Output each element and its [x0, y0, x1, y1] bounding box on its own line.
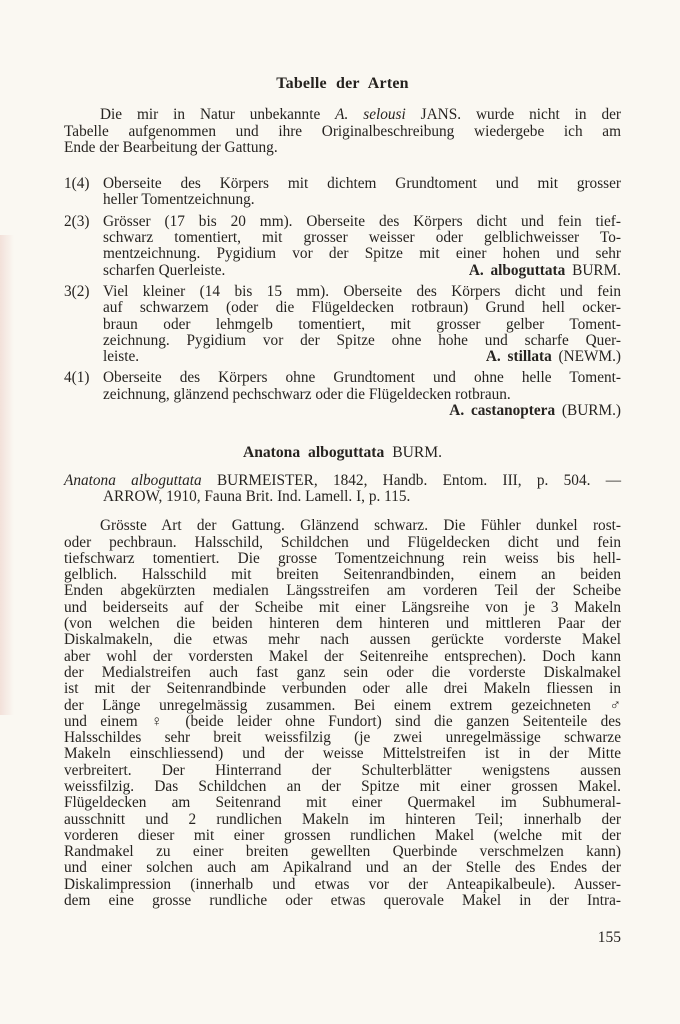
text-line [64, 107, 621, 123]
text-line [103, 192, 621, 208]
text-segment: ausschnitt und 2 rundlichen Makeln im hinteren Teil; innerhalb der [64, 810, 621, 828]
text-line [64, 893, 621, 909]
text-segment: heller Tomentzeichnung. [103, 191, 255, 209]
text-segment: Tabelle aufgenommen und ihre Originalbeschreibung wiedergebe ich am [64, 122, 621, 140]
text-segment: der Medialstreifen auch fast ganz sein oder die vorderste Diskalmakel [64, 663, 621, 681]
text-line [103, 300, 621, 316]
text-segment: ARROW, 1910, Fauna Brit. Ind. Lamell. I, p. 115. [103, 487, 411, 505]
text-segment: Makeln einschliessend) und der weisse Mittelstreifen ist in der Mitte [64, 745, 621, 763]
page-number: 155 [597, 929, 621, 947]
identification-key [64, 176, 621, 419]
text-segment: Flügeldecken am Seitenrand mit einer Quermakel im Subhumeral- [64, 794, 621, 812]
text-segment: JANS. wurde nicht in der [405, 106, 621, 124]
key-item-number: 3(2) [64, 282, 90, 300]
text-segment: Diskalmakeln, die etwas mehr nach aussen gerückte vorderste Makel [64, 631, 621, 649]
text-line [103, 317, 621, 333]
text-line [64, 860, 621, 876]
text-segment: Ende der Bearbeitung der Gattung. [64, 138, 278, 156]
text-line [103, 284, 621, 300]
text-segment: Halsschildes sehr breit weissfilzig (je zwei unregelmässige schwarze [64, 729, 621, 747]
text-segment: (NEWM.) [551, 348, 621, 366]
text-segment: verbreitert. Der Hinterrand der Schulterblätter wenigstens aussen [64, 761, 621, 779]
text-segment: leiste. [103, 348, 140, 366]
text-line [64, 473, 621, 489]
text-segment: tiefschwarz tomentiert. Die grosse Tomentzeichnung rein weiss bis hell- [64, 549, 621, 567]
intro-paragraph [64, 107, 621, 156]
text-line [64, 649, 621, 665]
key-item-number: 2(3) [64, 212, 90, 230]
text-segment: braun oder lehmgelb tomentiert, mit grosser gelber Toment- [103, 315, 621, 333]
text-line [103, 230, 621, 246]
text-line [64, 714, 621, 730]
key-item [64, 284, 621, 365]
key-item-lines [103, 370, 621, 419]
page-title: Tabelle der Arten [276, 75, 409, 92]
text-line [103, 214, 621, 230]
text-segment: scharfen Querleiste. [103, 261, 226, 279]
text-segment: Randmakel zu einer breiten gewellten Querbinde verschmelzen kann) [64, 843, 621, 861]
text-line [64, 681, 621, 697]
text-segment: (von welchen die beiden hinteren dem hinteren und mittleren Paar der [64, 615, 621, 633]
text-line [64, 812, 621, 828]
text-line [64, 730, 621, 746]
text-segment: zeichnung. Pygidium vor der Spitze ohne hohe und scharfe Quer- [103, 331, 621, 349]
text-segment: A. stillata [485, 348, 552, 366]
text-line [64, 795, 621, 811]
text-segment: BURM. [565, 261, 621, 279]
text-line [64, 124, 621, 140]
text-segment: aber wohl der vordersten Makel der Seitenreihe entsprechen). Doch kann [64, 647, 621, 665]
text-segment: und einer solchen auch am Apikalrand und an der Stelle des Endes der [64, 859, 621, 877]
text-line [64, 632, 621, 648]
key-item [64, 370, 621, 419]
text-line [64, 779, 621, 795]
text-line [103, 333, 621, 349]
text-line [64, 489, 621, 505]
text-segment: der Länge unregelmässig zusammen. Bei einem extrem gezeichneten ♂ [64, 696, 621, 714]
text-segment: Viel kleiner (14 bis 15 mm). Oberseite des Körpers dicht und fein [103, 282, 621, 300]
key-item [64, 176, 621, 209]
text-line [103, 370, 621, 386]
text-line [64, 567, 621, 583]
text-segment: Anatona alboguttata [64, 471, 202, 489]
text-segment: Oberseite des Körpers mit dichtem Grundtoment und mit grosser [103, 175, 621, 193]
text-segment: Grösser (17 bis 20 mm). Oberseite des Körpers dicht und fein tief- [103, 212, 621, 230]
text-segment: BURMEISTER, 1842, Handb. Entom. III, p. 504. — [201, 471, 621, 489]
text-segment: ist mit der Seitenrandbinde verbunden oder alle drei Makeln fliessen in [64, 680, 621, 698]
text-segment: A. selousi [335, 106, 406, 124]
text-segment: Oberseite des Körpers ohne Grundtoment und ohne helle Toment- [103, 369, 621, 387]
text-line [64, 877, 621, 893]
text-line [64, 535, 621, 551]
key-item-lines [103, 176, 621, 209]
text-segment: Grösste Art der Gattung. Glänzend schwarz. Die Fühler dunkel rost- [100, 517, 621, 535]
key-item-lines [103, 214, 621, 279]
text-segment: A. castanoptera [449, 402, 556, 420]
text-line [103, 246, 621, 262]
text-segment: mentzeichnung. Pygidium vor der Spitze mit einer hohen und sehr [103, 245, 621, 263]
text-line [64, 746, 621, 762]
text-segment: Anatona alboguttata [242, 444, 385, 462]
text-line [103, 176, 621, 192]
text-segment: Diskalimpression (innerhalb und etwas vor der Anteapikalbeule). Ausser- [64, 875, 621, 893]
text-line [64, 616, 621, 632]
reference-paragraph [64, 473, 621, 506]
key-item-number: 4(1) [64, 369, 90, 387]
text-line [64, 828, 621, 844]
text-line [64, 763, 621, 779]
key-item [64, 214, 621, 279]
species-heading [64, 445, 621, 461]
key-item-number: 1(4) [64, 175, 90, 193]
text-line [64, 551, 621, 567]
text-segment: weissfilzig. Das Schildchen an der Spitze mit einer grossen Makel. [64, 777, 621, 795]
text-segment: auf schwarzem (oder die Flügeldecken rotbraun) Grund hell ocker- [103, 299, 621, 317]
text-line [64, 583, 621, 599]
text-segment: oder pechbraun. Halsschild, Schildchen und Flügeldecken dicht und fein [64, 533, 621, 551]
description-paragraph [64, 518, 621, 909]
text-line [64, 665, 621, 681]
text-segment: schwarz tomentiert, mit grosser weisser oder gelblichweisser To- [103, 229, 621, 247]
text-segment: vorderen dieser mit einer grossen rundlichen Makel (welche mit der [64, 826, 621, 844]
text-segment: BURM. [384, 444, 443, 462]
text-segment: Enden abgekürzten medialen Längsstreifen am vorderen Teil der Scheibe [64, 582, 621, 600]
text-segment: (BURM.) [555, 402, 621, 420]
text-segment: und einem ♀ (beide leider ohne Fundort) sind die ganzen Seitenteile des [64, 712, 621, 730]
text-segment: Die mir in Natur unbekannte [100, 106, 336, 124]
text-segment: dem eine grosse rundliche oder etwas querovale Makel in der Intra- [64, 892, 621, 910]
text-segment: gelblich. Halsschild mit breiten Seitenrandbinden, einem an beiden [64, 566, 621, 584]
text-segment: und beiderseits auf der Scheibe mit einer Längsreihe von je 3 Makeln [64, 598, 621, 616]
text-segment: A. alboguttata [468, 261, 566, 279]
text-line [103, 263, 621, 279]
text-line [64, 698, 621, 714]
text-segment: zeichnung, glänzend pechschwarz oder die Flügeldecken rotbraun. [103, 385, 511, 403]
text-line [103, 403, 621, 419]
text-line [64, 445, 621, 461]
text-line [103, 387, 621, 403]
text-line [64, 600, 621, 616]
text-line [103, 349, 621, 365]
key-item-lines [103, 284, 621, 365]
text-line [64, 844, 621, 860]
text-line [64, 518, 621, 534]
text-line [64, 140, 621, 156]
